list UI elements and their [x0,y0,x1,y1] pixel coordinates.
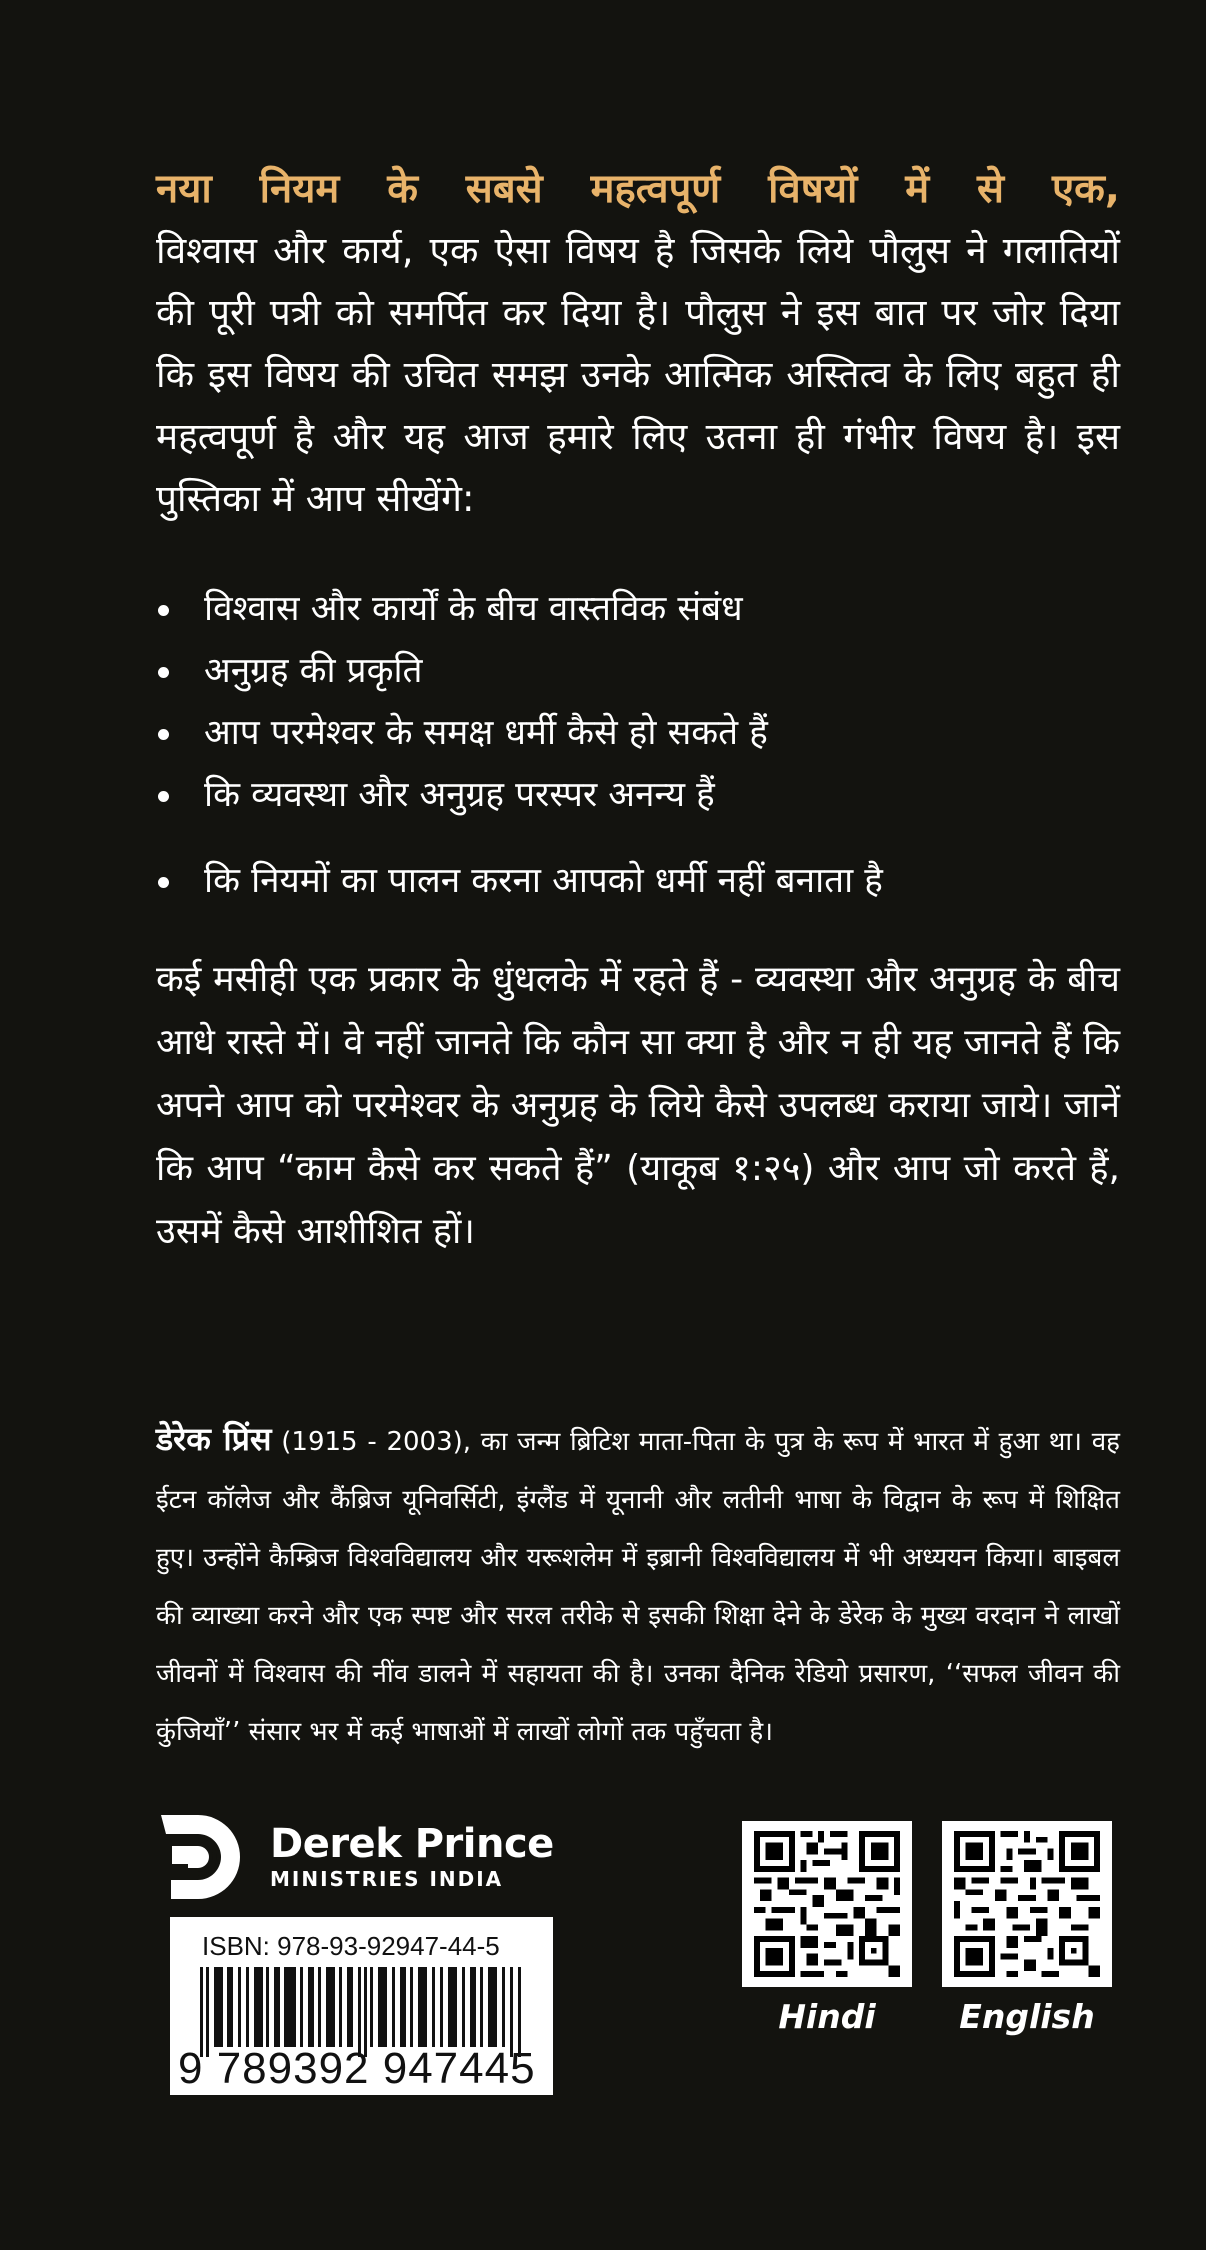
intro-paragraph [156,158,1120,530]
author-bio-text: (1915 - 2003), का जन्म ब्रिटिश माता-पिता के पुत्र के रूप में भारत में हुआ था। वह ईटन कॉलेज और कैंब्रिज यूनिवर्सिटी, इंग्लैंड में यूनानी और लतीनी भाषा के विद्वान के रूप में शिक्षित हुए। उन्होंने कैम्ब्रिज विश्वविद्यालय और यरूशलेम में इब्रानी विश्वविद्यालय में भी अध्ययन किया। बाइबल की व्याख्या करने और एक स्पष्ट और सरल तरीके से इसकी शिक्षा देने के डेरेक के मुख्य वरदान ने लाखों जीवनों में विश्वास की नींव डालने में सहायता की है। उनका दैनिक रेडियो प्रसारण, ‘‘सफल जीवन की कुंजियाँ’’ संसार भर में कई भाषाओं में लाखों लोगों तक पहुँचता है। [156,1427,1120,1747]
list-item [156,702,1120,764]
ean-digits: 9 789392 947445 [178,2044,536,2093]
list-item [156,640,1120,702]
publisher-logo [158,1812,554,1902]
bullet-icon [158,667,169,678]
derek-prince-logo-icon [158,1812,242,1902]
bullet-icon [158,791,169,802]
author-name: डेरेक प्रिंस [156,1420,272,1458]
list-item-text: विश्वास और कार्यों के बीच वास्तविक संबंध [204,589,743,629]
qr-english[interactable] [942,1821,1112,2039]
publisher-title: Derek Prince [270,1821,554,1867]
list-item-text: अनुग्रह की प्रकृति [204,651,423,691]
author-bio [156,1410,1120,1761]
bullet-icon [158,605,169,616]
isbn-barcode [170,1917,553,2095]
qr-label-english: English [959,1997,1095,2036]
qr-code-icon[interactable] [942,1821,1112,1987]
intro-lead-heading: नया नियम के सबसे महत्वपूर्ण विषयों में से एक, [156,166,1120,212]
qr-label-hindi: Hindi [778,1997,876,2036]
qr-code-hindi-icon [752,1831,902,1977]
list-item-text: कि व्यवस्था और अनुग्रह परस्पर अनन्य हैं [204,775,715,815]
list-item-text: आप परमेश्वर के समक्ष धर्मी कैसे हो सकते हैं [204,713,768,753]
isbn-label: ISBN: 978-93-92947-44-5 [202,1931,500,1961]
list-item-text: कि नियमों का पालन करना आपको धर्मी नहीं बनाता है [204,861,883,901]
bullet-icon [158,729,169,740]
qr-code-icon[interactable] [742,1821,912,1987]
list-item [156,578,1120,640]
bullet-icon [158,877,169,888]
closing-paragraph: कई मसीही एक प्रकार के धुंधलके में रहते हैं - व्यवस्था और अनुग्रह के बीच आधे रास्ते में। वे नहीं जानते कि कौन सा क्या है और न ही यह जानते हैं कि अपने आप को परमेश्वर के अनुग्रह के लिये कैसे उपलब्ध कराया जाये। जानें कि आप “काम कैसे कर सकते हैं” (याकूब १:२५) और आप जो करते हैं, उसमें कैसे आशीशित हों। [156,959,1120,1252]
qr-hindi[interactable] [742,1821,912,2039]
list-item [156,850,1120,912]
qr-code-english-icon [952,1831,1102,1977]
publisher-subtitle: MINISTRIES INDIA [270,1867,504,1891]
list-item [156,764,1120,826]
learning-points-list [156,578,1120,912]
intro-body-text: विश्वास और कार्य, एक ऐसा विषय है जिसके लिये पौलुस ने गलातियों की पूरी पत्री को समर्पित कर दिया है। पौलुस ने इस बात पर जोर दिया कि इस विषय की उचित समझ उनके आत्मिक अस्तित्व के लिए बहुत ही महत्वपूर्ण है और यह आज हमारे लिए उतना ही गंभीर विषय है। इस पुस्तिका में आप सीखेंगे: [156,229,1120,520]
